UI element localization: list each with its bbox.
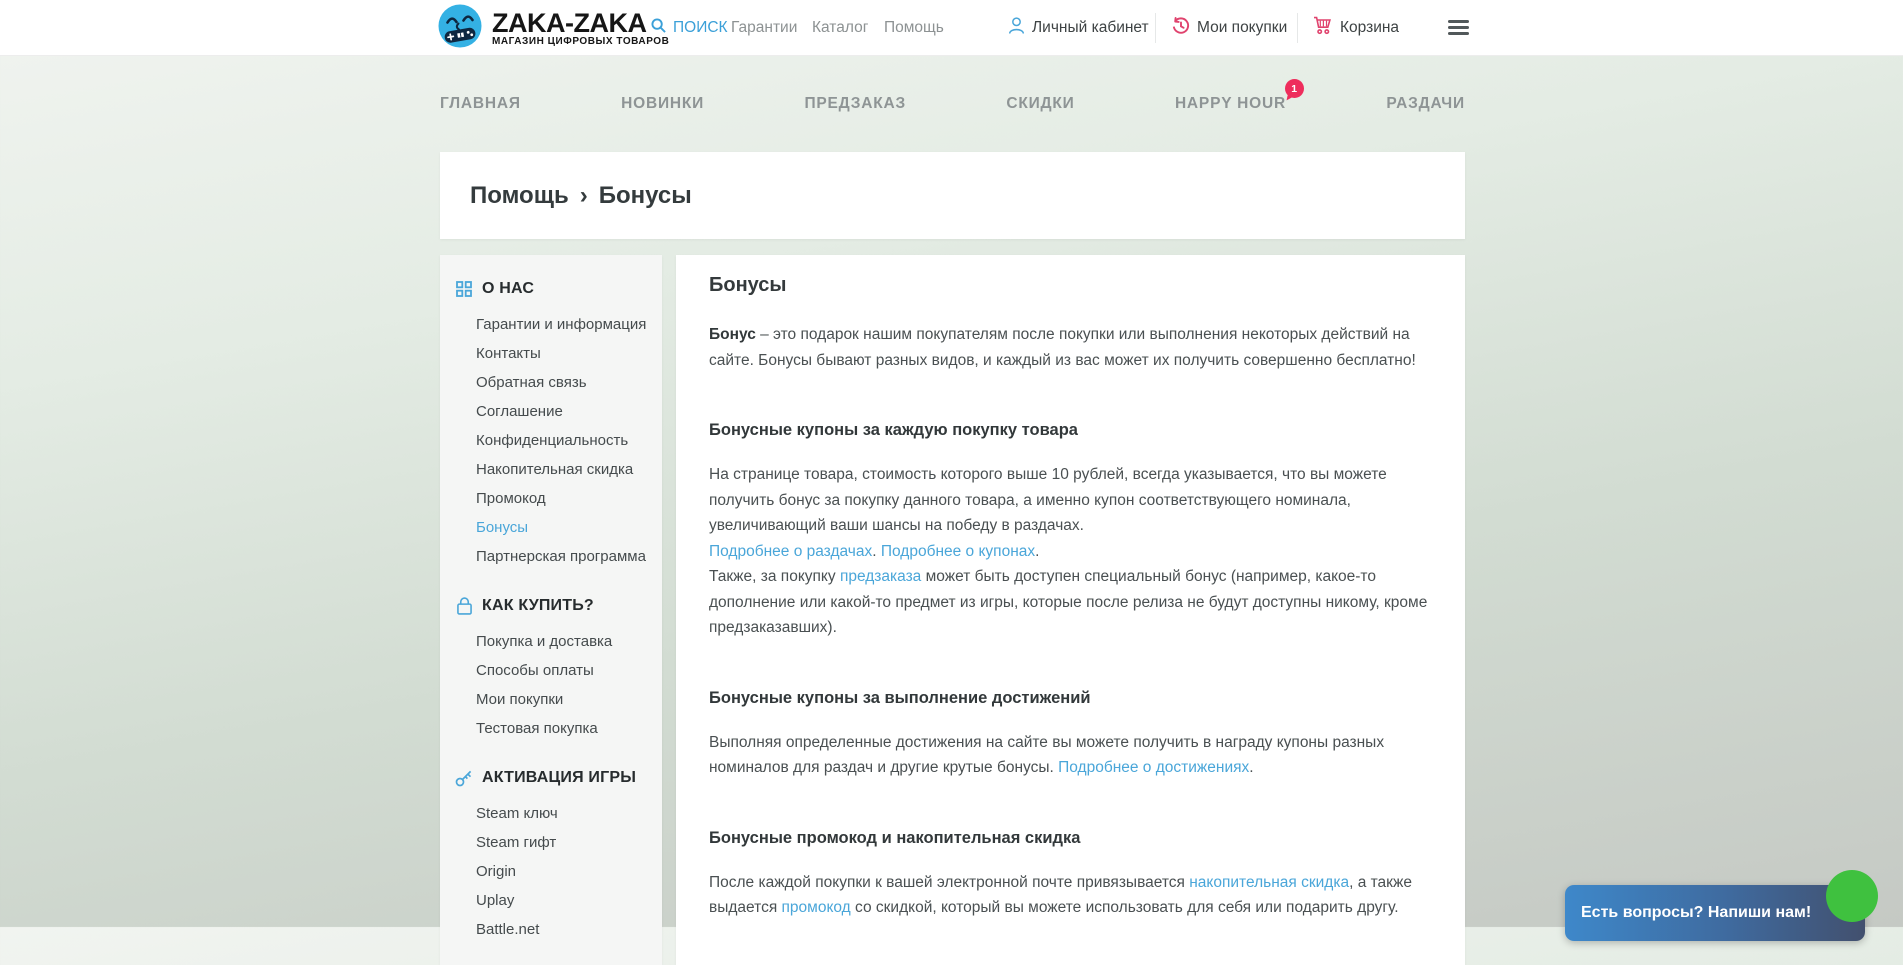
account-button[interactable] [1008, 0, 1149, 56]
paragraph: Выполняя определенные достижения на сайте вы можете получить в награду купоны разных номиналов для раздач и другие крутые бонусы. Подробнее о достижениях. [709, 733, 1385, 776]
account-label: Личный кабинет [1032, 19, 1149, 36]
sidebar-section-header [455, 594, 662, 618]
sidebar-item[interactable]: Промокод [476, 490, 546, 507]
sidebar-item[interactable]: Покупка и доставка [476, 633, 613, 650]
main-nav-item-6[interactable]: РАЗДАЧИ [1386, 95, 1465, 112]
sidebar-item[interactable]: Мои покупки [476, 691, 564, 708]
sidebar-item[interactable]: Тестовая покупка [476, 720, 598, 737]
search-label: ПОИСК [673, 19, 728, 36]
breadcrumb-separator: › [579, 181, 588, 209]
purchases-label: Мои покупки [1197, 19, 1288, 36]
content-section [709, 421, 1435, 641]
header-link-label: Помощь [884, 19, 944, 36]
paragraph: На странице товара, стоимость которого выше 10 рублей, всегда указывается, что вы можете получить бонус за покупку данного товара, а именно купон соответствующего номинала, увеличивающий ваши шансы на победу в раздачах. Подробнее о раздачах. Подробнее о купонах. Также, за покупку предзаказа может быть доступен специальный бонус (например, какое-то дополнение или какой-то предмет из игры, которые после релиза не будут доступны никому, кроме предзаказавших). [709, 466, 1428, 636]
header-divider [1297, 13, 1298, 43]
sidebar-menu [440, 255, 662, 965]
sidebar-item[interactable]: Соглашение [476, 403, 563, 420]
logo-subtitle: МАГАЗИН ЦИФРОВЫХ ТОВАРОВ [492, 35, 670, 47]
content-panel [676, 255, 1465, 965]
sidebar-section-title: О НАС [482, 280, 535, 297]
logo-text [492, 7, 670, 47]
main-nav-item-1[interactable]: ГЛАВНАЯ [440, 95, 521, 112]
paragraph: После каждой покупки к вашей электронной почте привязывается накопительная скидка, а также выдается промокод со скидкой, который вы можете использовать для себя или подарить другу. [709, 873, 1412, 916]
content-link[interactable]: Подробнее о купонах [880, 542, 1036, 560]
header-link-guarantees[interactable] [731, 0, 797, 56]
main-nav-item-4[interactable]: СКИДКИ [1006, 95, 1075, 112]
sidebar-item[interactable]: Контакты [476, 345, 541, 362]
content-link[interactable]: промокод [781, 899, 851, 916]
lock-icon [455, 597, 473, 615]
breadcrumb-current-page: Бонусы [598, 181, 692, 209]
sidebar-section [455, 594, 662, 743]
main-nav-item-5[interactable]: HAPPY HOUR 1 [1175, 95, 1286, 113]
content-link[interactable]: предзаказа [839, 568, 922, 585]
purchases-history-icon [1172, 17, 1190, 40]
breadcrumb [440, 152, 1465, 239]
grid-icon [455, 281, 473, 297]
sidebar-section-title: КАК КУПИТЬ? [482, 597, 594, 614]
cart-label: Корзина [1340, 19, 1400, 36]
page-title: Бонусы [709, 274, 787, 296]
sidebar-section-header [455, 277, 662, 301]
content-link[interactable]: Подробнее о достижениях [1058, 759, 1250, 776]
user-icon [1008, 16, 1025, 40]
content-link[interactable]: накопительная скидка [1189, 873, 1350, 891]
content-section [709, 829, 1435, 921]
main-nav-item-3[interactable]: ПРЕДЗАКАЗ [804, 95, 906, 112]
cart-button[interactable] [1313, 0, 1399, 56]
menu-icon [1448, 20, 1469, 23]
bold-term: Бонус [709, 326, 756, 343]
sidebar-section [455, 277, 662, 571]
section-heading: Бонусные купоны за выполнение достижений [709, 688, 1091, 707]
search-button[interactable] [651, 0, 728, 56]
sidebar-item[interactable]: Конфиденциальность [476, 432, 629, 449]
sidebar-item[interactable]: Гарантии и информация [476, 316, 647, 333]
cart-icon [1313, 16, 1333, 40]
main-nav-item-2[interactable]: НОВИНКИ [621, 95, 705, 112]
my-purchases-button[interactable] [1172, 0, 1287, 56]
sidebar-item[interactable]: Накопительная скидка [476, 461, 634, 478]
content-section [709, 689, 1435, 781]
main-nav [440, 82, 1465, 113]
chat-leaf-icon [1826, 870, 1878, 922]
search-icon [651, 18, 666, 38]
header-link-label: Каталог [812, 19, 869, 36]
header-link-help[interactable] [884, 0, 944, 56]
breadcrumb-section[interactable]: Помощь [470, 181, 569, 209]
sidebar-section-title: АКТИВАЦИЯ ИГРЫ [482, 769, 637, 786]
sidebar-section-header [455, 766, 662, 790]
sidebar-item[interactable]: Обратная связь [476, 374, 587, 391]
sidebar-item[interactable]: Origin [476, 863, 517, 880]
sidebar-item[interactable]: Steam ключ [476, 805, 558, 822]
section-heading: Бонусные промокод и накопительная скидка [709, 828, 1081, 847]
chat-widget[interactable] [1565, 885, 1865, 941]
logo[interactable] [437, 5, 669, 51]
chat-label: Есть вопросы? Напиши нам! [1581, 904, 1812, 921]
sidebar-item[interactable]: Способы оплаты [476, 662, 594, 679]
logo-face-icon [437, 3, 483, 54]
paragraph: Бонус – это подарок нашим покупателям после покупки или выполнения некоторых действий на сайте. Бонусы бывают разных видов, и каждый из вас может их получить совершенно бесплатно! [709, 326, 1416, 369]
sidebar-section [455, 766, 662, 944]
content-sections [709, 322, 1435, 921]
header-divider [1155, 13, 1156, 43]
top-header [0, 0, 1903, 56]
content-section [709, 322, 1435, 373]
sidebar-item[interactable]: Battle.net [476, 921, 540, 938]
sidebar-item[interactable]: Steam гифт [476, 834, 557, 851]
key-icon [455, 769, 473, 787]
sidebar-item[interactable]: Бонусы [476, 519, 529, 536]
section-heading: Бонусные купоны за каждую покупку товара [709, 421, 1078, 439]
sidebar-item[interactable]: Uplay [476, 892, 515, 909]
sidebar-item[interactable]: Партнерская программа [476, 548, 646, 565]
content-link[interactable]: Подробнее о раздачах [709, 542, 873, 560]
menu-button[interactable] [1448, 20, 1469, 35]
header-link-label: Гарантии [731, 19, 798, 36]
logo-title: ZAKA-ZAKA [492, 7, 647, 38]
notification-badge: 1 [1285, 79, 1304, 98]
header-link-catalog[interactable] [812, 0, 868, 56]
